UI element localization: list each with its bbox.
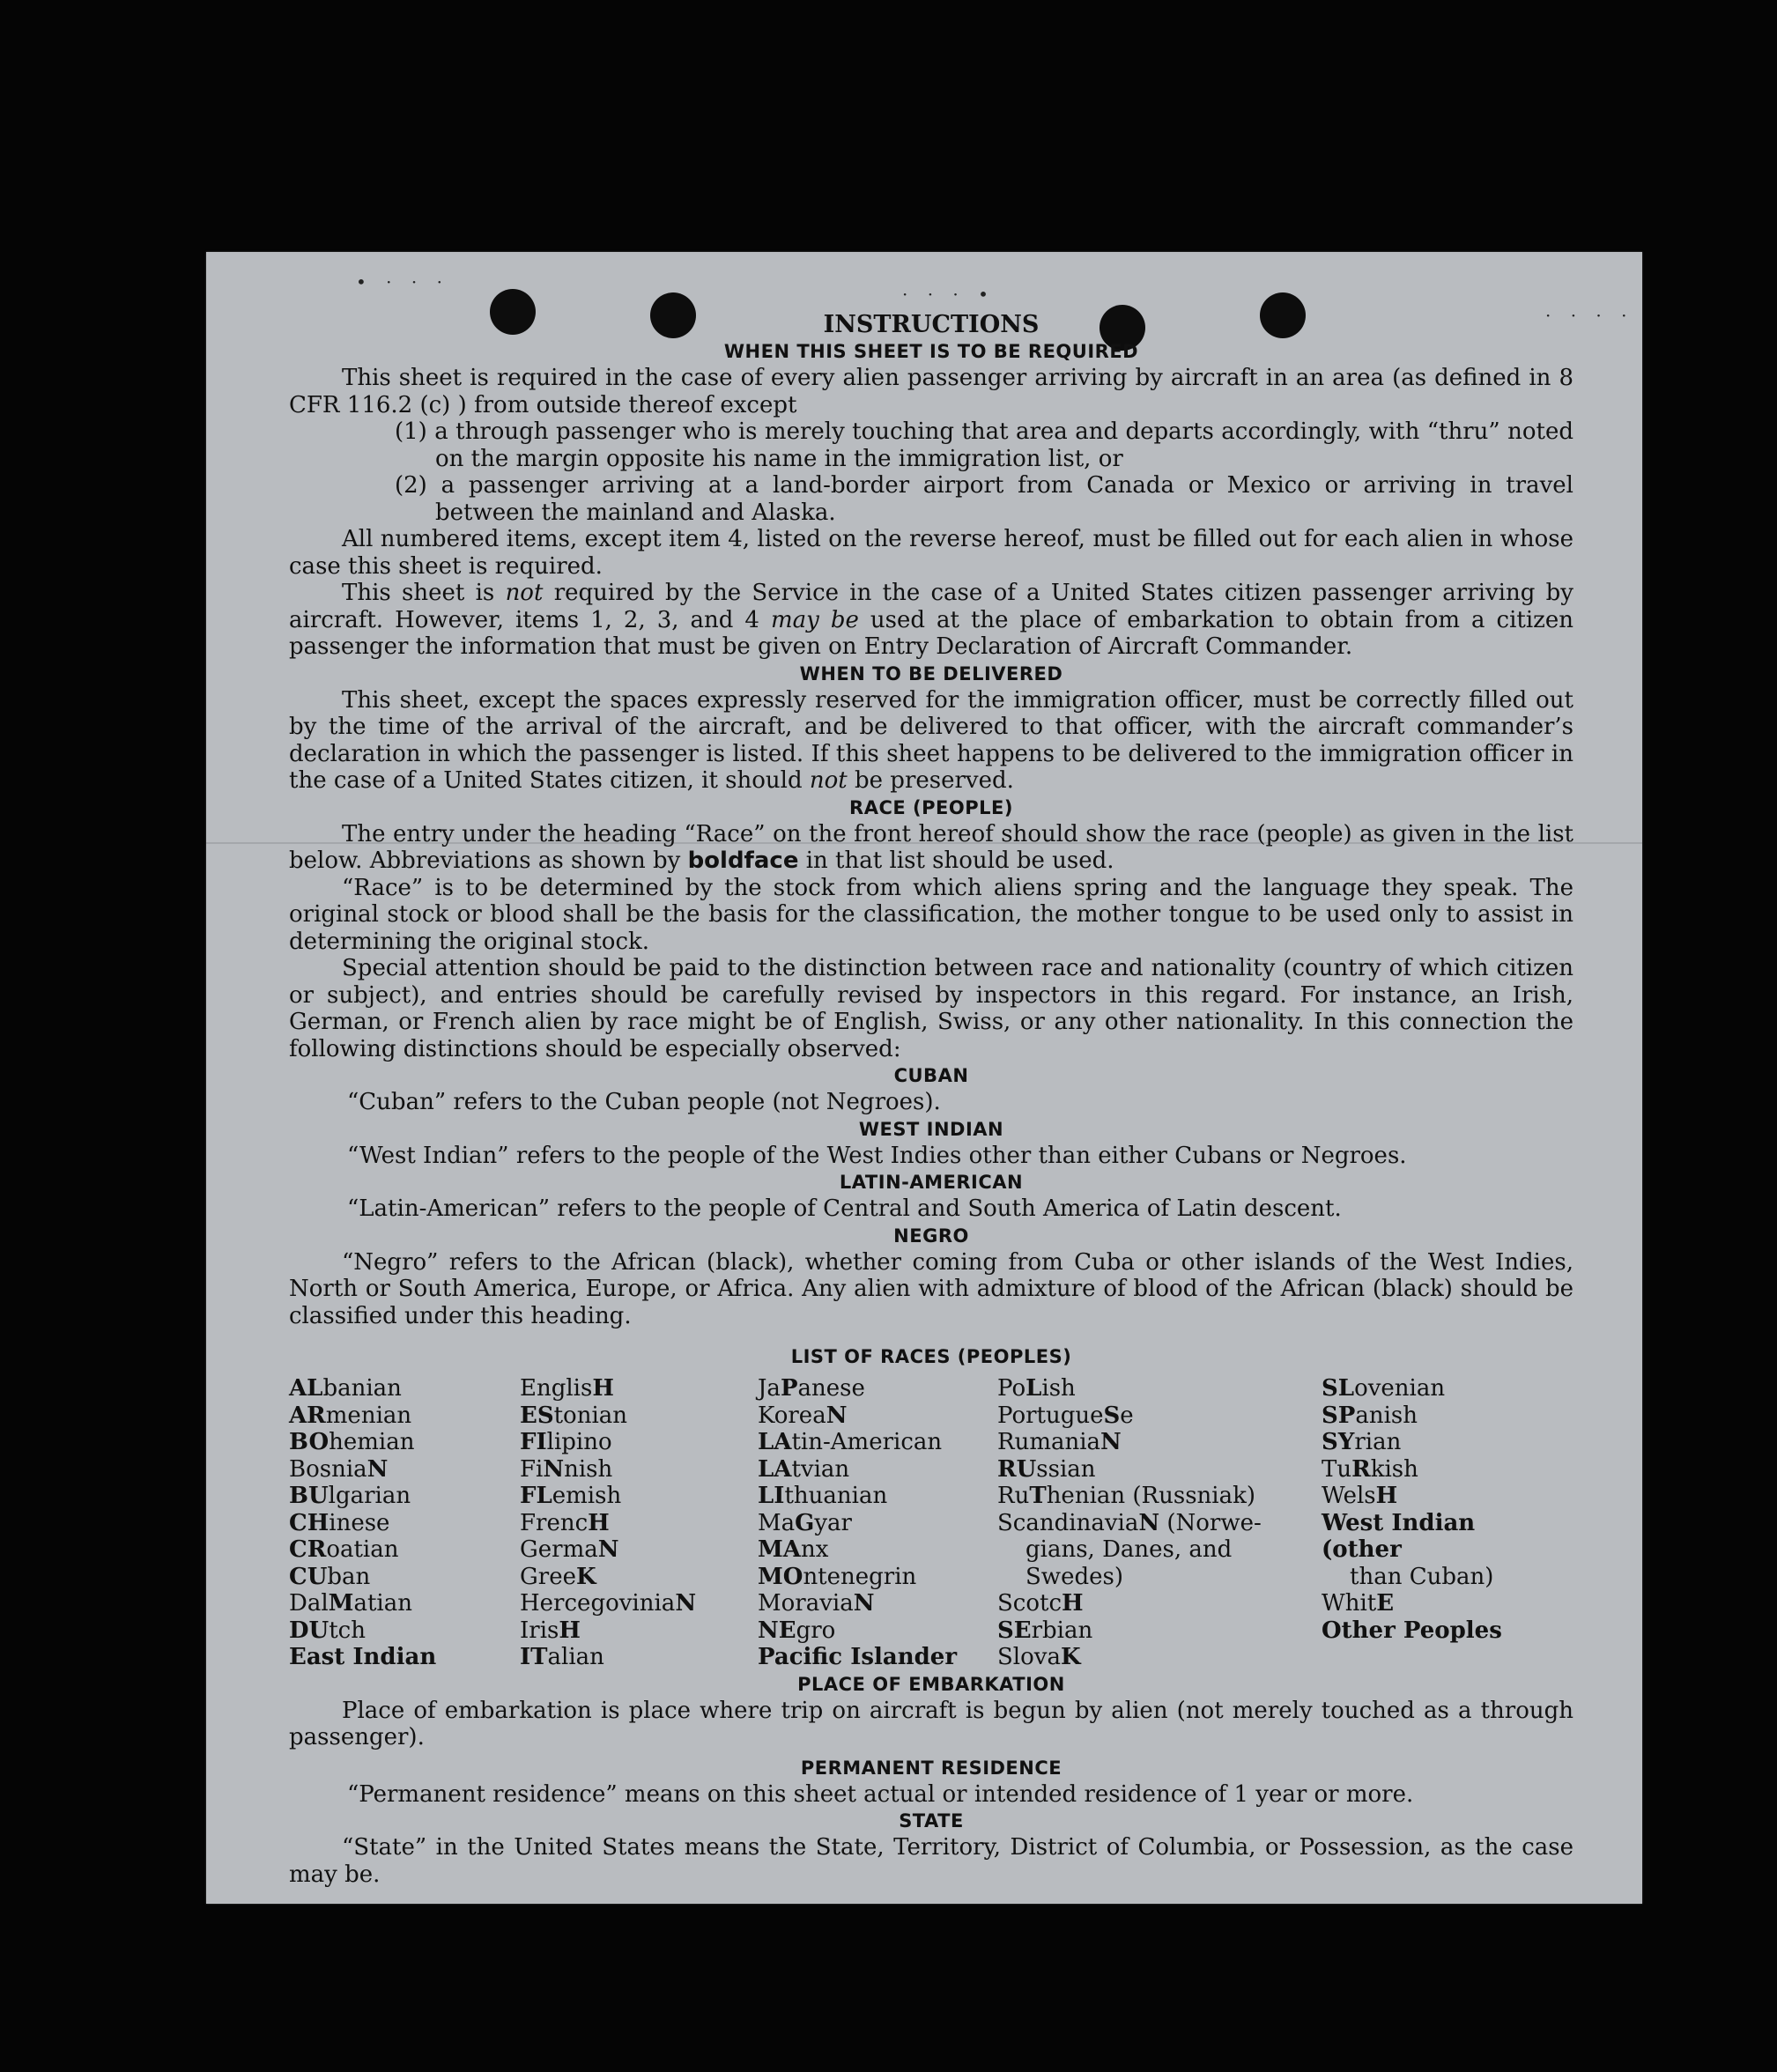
race-entry: SErbian (997, 1617, 1093, 1644)
race-entry: Swedes) (1025, 1563, 1123, 1590)
section-heading: WHEN TO BE DELIVERED (799, 662, 1063, 684)
races-column (758, 1375, 997, 1671)
paragraph: “Cuban” refers to the Cuban people (not Negroes). (347, 1089, 941, 1115)
race-entry: IrisH (520, 1617, 581, 1644)
race-entry: Pacific Islander (758, 1644, 958, 1670)
race-entry: PortugueSe (997, 1402, 1134, 1429)
race-entry: MoraviaN (758, 1590, 875, 1617)
paragraph: “Negro” refers to the African (black), whether coming from Cuba or other islands of the West Indies, North or South America, Europe, or Africa. Any alien with admixture of blood of the African (black) should be classified under this heading. (289, 1248, 1573, 1329)
races-column (997, 1375, 1322, 1671)
paragraph: Special attention should be paid to the distinction between race and nationality (country of which citizen or subject), and entries should be carefully revised by inspectors in this regard. For instance, an Irish, German, or French alien by race might be of English, Swiss, or any other nationality. In this connection the following distinctions should be especially observed: (289, 955, 1573, 1062)
race-entry: CRoatian (289, 1536, 399, 1563)
race-entry: KoreaN (758, 1402, 848, 1429)
section-heading: WHEN THIS SHEET IS TO BE REQUIRED (723, 341, 1139, 362)
race-entry: LIthuanian (758, 1483, 888, 1509)
section-heading: NEGRO (893, 1225, 969, 1247)
edge-marks: • · · · (356, 271, 449, 292)
paragraph: This sheet is not required by the Service in the case of a United States citizen passenger arriving by aircraft. However, items 1, 2, 3, and 4 may be used at the place of embarkation to obtain from a citizen passenger the information that must be given on Entry Declaration of Aircraft Commander. (289, 580, 1574, 660)
paragraph: “Race” is to be determined by the stock from which aliens spring and the language they speak. The original stock or blood shall be the basis for the classification, the mother tongue to be used only to assist in determining the original stock. (289, 874, 1573, 955)
section-heading: CUBAN (893, 1065, 969, 1086)
race-entry: LAtvian (758, 1455, 850, 1483)
paragraph: All numbered items, except item 4, listed on the reverse hereof, must be filled out for each alien in whose case this sheet is required. (289, 526, 1573, 580)
section-heading: STATE (899, 1810, 964, 1832)
document-sheet (206, 252, 1642, 1904)
race-entry: DUtch (289, 1617, 366, 1644)
section-heading: LATIN-AMERICAN (839, 1172, 1024, 1193)
race-entry: LAtin-American (758, 1429, 943, 1455)
races-list (289, 1375, 1573, 1671)
list-item: (1) a through passenger who is merely touching that area and departs accordingly, with “thru” noted on the margin opposite his name in the immigration list, or (395, 418, 1573, 472)
list-item: (2) a passenger arriving at a land-border airport from Canada or Mexico or arriving in travel between the mainland and Alaska. (395, 472, 1573, 526)
paragraph: “Latin-American” refers to the people of Central and South America of Latin descent. (347, 1195, 1342, 1222)
section-heading: LIST OF RACES (PEOPLES) (790, 1346, 1072, 1367)
section-heading: PERMANENT RESIDENCE (800, 1757, 1062, 1779)
edge-marks: · · · · (1545, 305, 1634, 326)
race-entry: ARmenian (289, 1402, 412, 1429)
race-entry: FrencH (520, 1509, 610, 1536)
race-entry: RUssian (997, 1455, 1096, 1483)
paragraph: The entry under the heading “Race” on the front hereof should show the race (people) as given in the list below. Abbreviations as shown by boldface in that list should be used. (289, 820, 1573, 874)
race-entry: West Indian (other (1322, 1509, 1476, 1563)
race-entry: ScotcH (997, 1590, 1084, 1617)
paragraph: Place of embarkation is place where trip on aircraft is begun by alien (not merely touched as a through passenger). (289, 1697, 1573, 1750)
race-entry: MOntenegrin (758, 1563, 917, 1590)
race-entry: ITalian (520, 1644, 604, 1670)
paragraph: “West Indian” refers to the people of the West Indies other than either Cubans or Negroes. (347, 1142, 1407, 1169)
race-entry: EnglisH (520, 1375, 614, 1402)
race-entry: SPanish (1322, 1402, 1418, 1429)
race-entry: ScandinaviaN (Norwe- (997, 1509, 1262, 1536)
race-entry: WhitE (1322, 1590, 1395, 1617)
section-heading: RACE (PEOPLE) (849, 796, 1013, 818)
race-entry: HercegoviniaN (520, 1590, 697, 1617)
race-entry: East Indian (289, 1644, 437, 1670)
paragraph: This sheet is required in the case of every alien passenger arriving by aircraft in an area (as defined in 8 CFR 116.2 (c) ) from outside thereof except (289, 365, 1573, 418)
race-entry: RuThenian (Russniak) (997, 1483, 1256, 1509)
race-entry: JaPanese (758, 1375, 865, 1402)
races-column (1322, 1375, 1551, 1671)
race-entry: MAnx (758, 1536, 829, 1563)
race-entry: GermaN (520, 1536, 619, 1563)
race-entry: BUlgarian (289, 1483, 411, 1509)
race-entry: FIlipino (520, 1429, 612, 1455)
race-entry: ALbanian (289, 1375, 402, 1402)
race-entry: NEgro (758, 1617, 836, 1644)
race-entry: DalMatian (289, 1590, 412, 1617)
races-column (289, 1375, 520, 1671)
instructions-body (289, 312, 1573, 1888)
race-entry: Other Peoples (1322, 1617, 1502, 1644)
race-entry: WelsH (1322, 1483, 1398, 1509)
race-entry: CHinese (289, 1509, 390, 1536)
race-entry: SYrian (1322, 1429, 1402, 1455)
race-entry: MaGyar (758, 1509, 852, 1536)
race-entry: BOhemian (289, 1429, 415, 1455)
race-entry: EStonian (520, 1402, 628, 1429)
race-entry: GreeK (520, 1563, 596, 1590)
race-entry: SLovenian (1322, 1375, 1446, 1402)
edge-marks: · · · • (902, 284, 996, 305)
section-heading: WEST INDIAN (858, 1118, 1004, 1140)
paragraph: “State” in the United States means the State, Territory, District of Columbia, or Possession, as the case may be. (289, 1834, 1573, 1888)
page-title: INSTRUCTIONS (823, 311, 1040, 338)
section-heading: PLACE OF EMBARKATION (797, 1673, 1065, 1695)
race-entry: gians, Danes, and (1025, 1536, 1233, 1563)
paragraph: “Permanent residence” means on this sheet actual or intended residence of 1 year or more. (347, 1780, 1414, 1808)
race-entry: RumaniaN (997, 1429, 1122, 1455)
race-entry: FLemish (520, 1483, 622, 1509)
race-entry: SlovaK (997, 1644, 1081, 1670)
race-entry: CUban (289, 1563, 371, 1590)
race-entry: than Cuban) (1350, 1563, 1494, 1590)
races-column (520, 1375, 758, 1671)
race-entry: BosniaN (289, 1455, 389, 1483)
race-entry: PoLish (997, 1375, 1076, 1402)
paragraph: This sheet, except the spaces expressly reserved for the immigration officer, must be correctly filled out by the time of the arrival of the aircraft, and be delivered to that officer, with the aircraft commander’s declaration in which the passenger is listed. If this sheet happens to be delivered to the immigration officer in the case of a United States citizen, it should not be preserved. (289, 686, 1573, 794)
race-entry: FiNnish (520, 1455, 613, 1483)
race-entry: TuRkish (1322, 1455, 1418, 1483)
